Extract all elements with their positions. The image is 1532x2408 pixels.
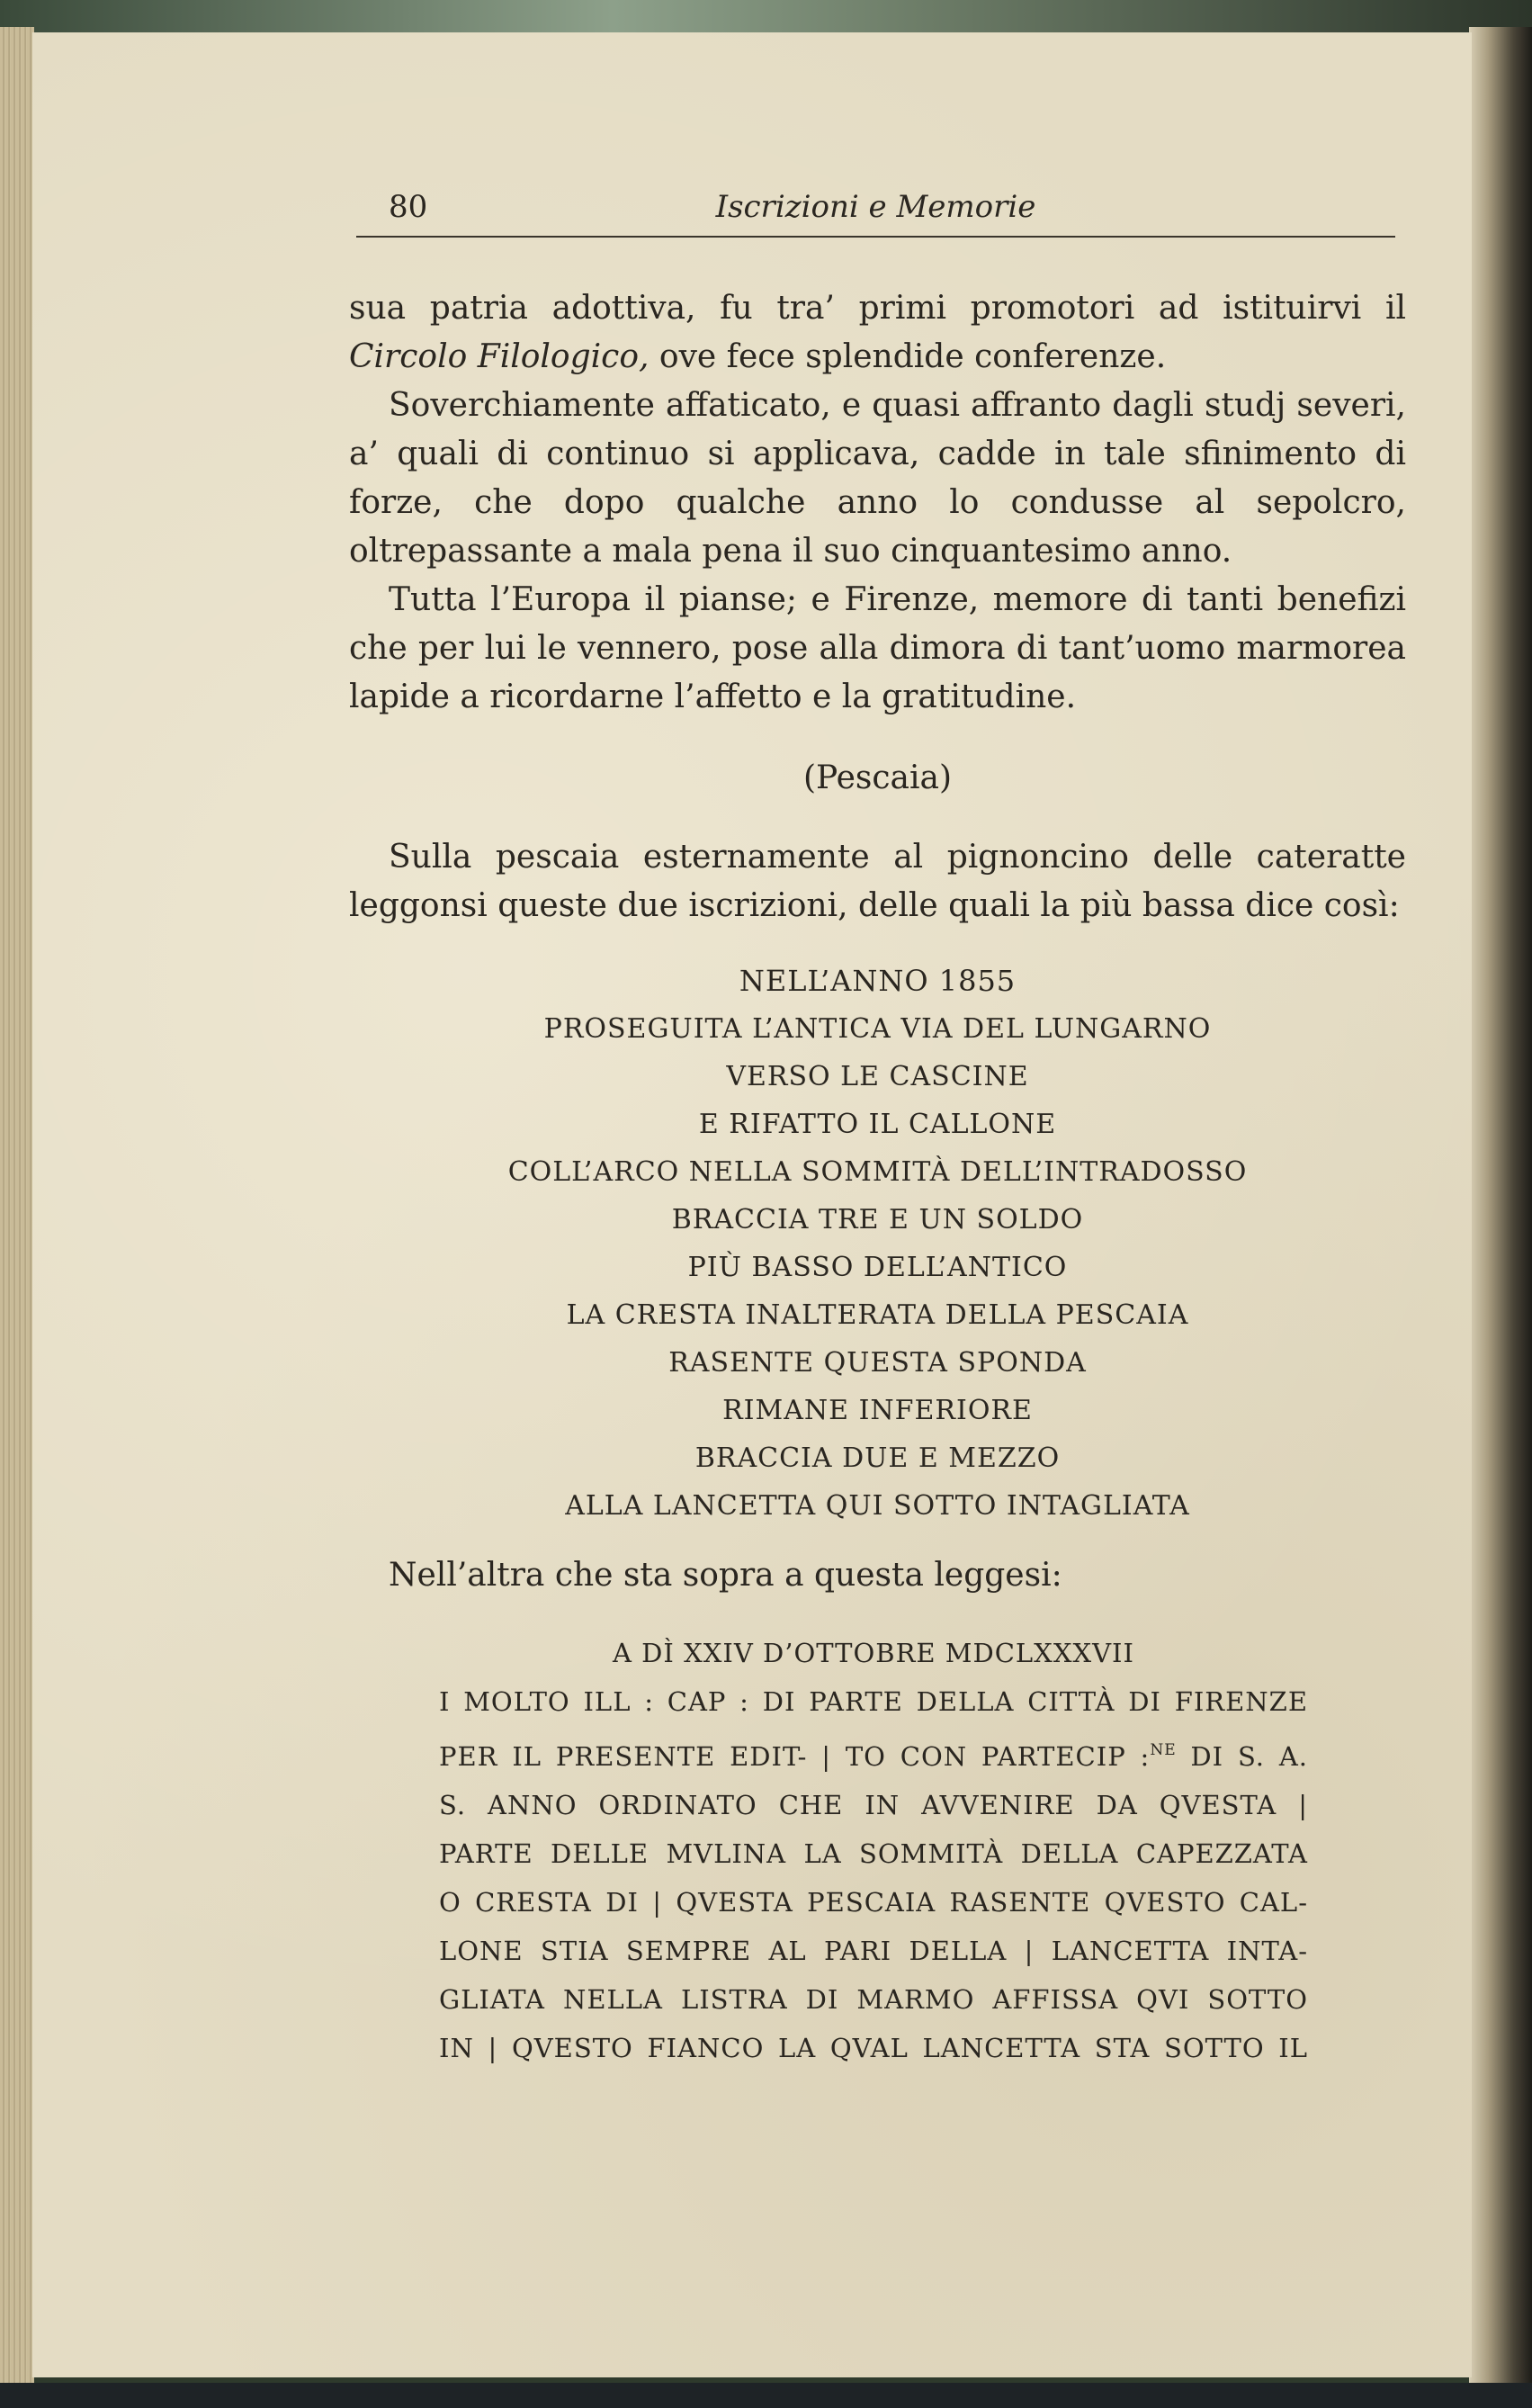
inscription-line: VERSO LE CASCINE <box>726 1061 1029 1092</box>
inscription-line: RASENTE QUESTA SPONDA <box>668 1347 1087 1379</box>
inscription-line: BRACCIA TRE E UN SOLDO <box>671 1204 1084 1235</box>
paragraph-circolo <box>349 284 1406 382</box>
inscription-line: I MOLTO ILL : CAP : DI PARTE DELLA CITTÀ DI FIRENZE <box>439 1686 1308 1717</box>
inscription-line: LONE STIA SEMPRE AL PARI DELLA | LANCETTA INTA- <box>439 1936 1308 1966</box>
section-heading-pescaia: (Pescaia) <box>802 759 953 796</box>
book-cover-top-edge <box>0 0 1532 36</box>
inscription-text: DI S. A. <box>1176 1741 1308 1772</box>
running-head-title: Iscrizioni e Memorie <box>715 189 1036 225</box>
emphasis-circolo-filologico: Circolo Filologico, <box>349 338 650 375</box>
running-head <box>356 185 1395 238</box>
book-gutter-shadow <box>1469 27 1532 2394</box>
inscription-line: PROSEGUITA L’ANTICA VIA DEL LUNGARNO <box>543 1013 1212 1045</box>
inscription-line <box>439 1726 1308 1781</box>
paragraph-text: ove fece splendide conferenze. <box>649 338 1167 375</box>
inscription-line: PARTE DELLE MVLINA LA SOMMITÀ DELLA CAPEZZATA <box>439 1838 1308 1869</box>
paragraph-sepolcro: Soverchiamente affaticato, e quasi affranto dagli studj severi, a’ quali di continuo si applicava, cadde in tale sfinimento di forze, che dopo qualche anno lo condusse al sepolcro, oltrepassante a mala pena il suo cinquantesimo anno. <box>349 387 1406 570</box>
page-stack-left-edge <box>0 27 34 2394</box>
inscription-line: BRACCIA DUE E MEZZO <box>694 1442 1061 1474</box>
inscription-line: PIÙ BASSO DELL’ANTICO <box>687 1252 1068 1283</box>
inscription-line: COLL’ARCO NELLA SOMMITÀ DELL’INTRADOSSO <box>507 1156 1248 1188</box>
inscription-line: LA CRESTA INALTERATA DELLA PESCAIA <box>566 1299 1189 1331</box>
inscription-line: GLIATA NELLA LISTRA DI MARMO AFFISSA QVI SOTTO <box>439 1984 1308 2015</box>
inscription-text: PER IL PRESENTE EDIT- | TO CON PARTECIP : <box>439 1741 1151 1772</box>
paragraph-europa: Tutta l’Europa il pianse; e Firenze, memore di tanti benefizi che per lui le vennero, pose alla dimora di tant’uomo marmorea lapide a ricordarne l’affetto e la gratitudine. <box>349 581 1406 715</box>
inscription-line: A DÌ XXIV D’OTTOBRE MDCLXXXVII <box>613 1638 1134 1668</box>
paragraph-pescaia: Sulla pescaia esternamente al pignoncino delle cateratte leggonsi queste due iscrizioni, delle quali la più bassa dice così: <box>349 839 1406 924</box>
page-number: 80 <box>389 189 428 225</box>
background-bottom-edge <box>0 2383 1532 2408</box>
text-block-second-inscription-intro <box>349 1551 1406 1600</box>
paragraph-text: sua patria adottiva, fu tra’ primi promotori ad istituirvi il <box>349 290 1406 327</box>
inscription-line: O CRESTA DI | QVESTA PESCAIA RASENTE QVESTO CAL- <box>439 1887 1308 1918</box>
text-block-biography <box>349 284 1406 722</box>
text-block-pescaia-intro <box>349 833 1406 930</box>
paragraph-nell-altra: Nell’altra che sta sopra a questa leggesi: <box>389 1557 1062 1594</box>
book-page <box>32 32 1472 2377</box>
inscription-line: NELL’ANNO 1855 <box>739 964 1017 998</box>
superscript-ne: NE <box>1150 1741 1177 1759</box>
inscription-line: S. ANNO ORDINATO CHE IN AVVENIRE DA QVESTA | <box>439 1790 1308 1820</box>
inscription-line: RIMANE INFERIORE <box>722 1395 1033 1426</box>
inscription-1687 <box>439 1629 1308 2072</box>
inscription-1855 <box>349 957 1406 1530</box>
inscription-line: E RIFATTO IL CALLONE <box>698 1109 1057 1140</box>
inscription-line: ALLA LANCETTA QUI SOTTO INTAGLIATA <box>565 1490 1190 1522</box>
inscription-line: IN | QVESTO FIANCO LA QVAL LANCETTA STA SOTTO IL <box>439 2033 1308 2063</box>
